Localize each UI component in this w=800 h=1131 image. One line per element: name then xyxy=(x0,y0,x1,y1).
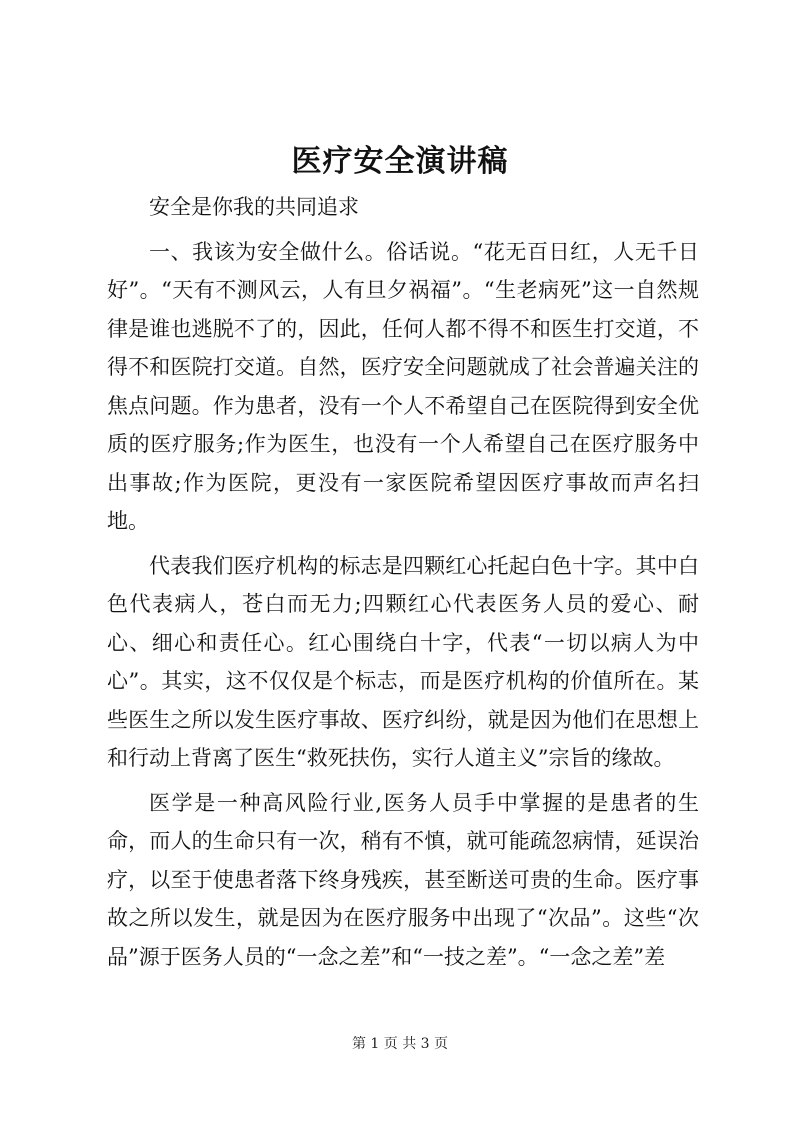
page-footer: 第 1 页 共 3 页 xyxy=(351,1036,449,1052)
paragraph-subtitle: 安全是你我的共同追求 xyxy=(149,195,359,219)
document-title: 医疗安全演讲稿 xyxy=(291,144,509,179)
paragraph: 医学是一种高风险行业,医务人员手中掌握的是患者的生命，而人的生命只有一次，稍有不慎，就可能疏忽病情，延误治疗，以至于使患者落下终身残疾，甚至断送可贵的生命。医疗事故之所以发生，就是因为在医疗服务中出现了“次品”。这些“次品”源于医务人员的“一念之差”和“一技之差”。“一念之差”差 xyxy=(107,790,699,969)
document-body xyxy=(107,188,699,982)
paragraph: 一、我该为安全做什么。俗话说。“花无百日红，人无千日好”。“天有不测风云，人有旦夕祸福”。“生老病死”这一自然规律是谁也逃脱不了的，因此，任何人都不得不和医生打交道，不得不和医院打交道。自然，医疗安全问题就成了社会普遍关注的焦点问题。作为患者，没有一个人不希望自己在医院得到安全优质的医疗服务;作为医生，也没有一个人希望自己在医疗服务中出事故;作为医院，更没有一家医院希望因医疗事故而声名扫地。 xyxy=(107,239,699,533)
paragraph: 代表我们医疗机构的标志是四颗红心托起白色十字。其中白色代表病人，苍白而无力;四颗红心代表医务人员的爱心、耐心、细心和责任心。红心围绕白十字，代表“一切以病人为中心”。其实，这不仅仅是个标志，而是医疗机构的价值所在。某些医生之所以发生医疗事故、医疗纠纷，就是因为他们在思想上和行动上背离了医生“救死扶伤，实行人道主义”宗旨的缘故。 xyxy=(107,553,699,770)
